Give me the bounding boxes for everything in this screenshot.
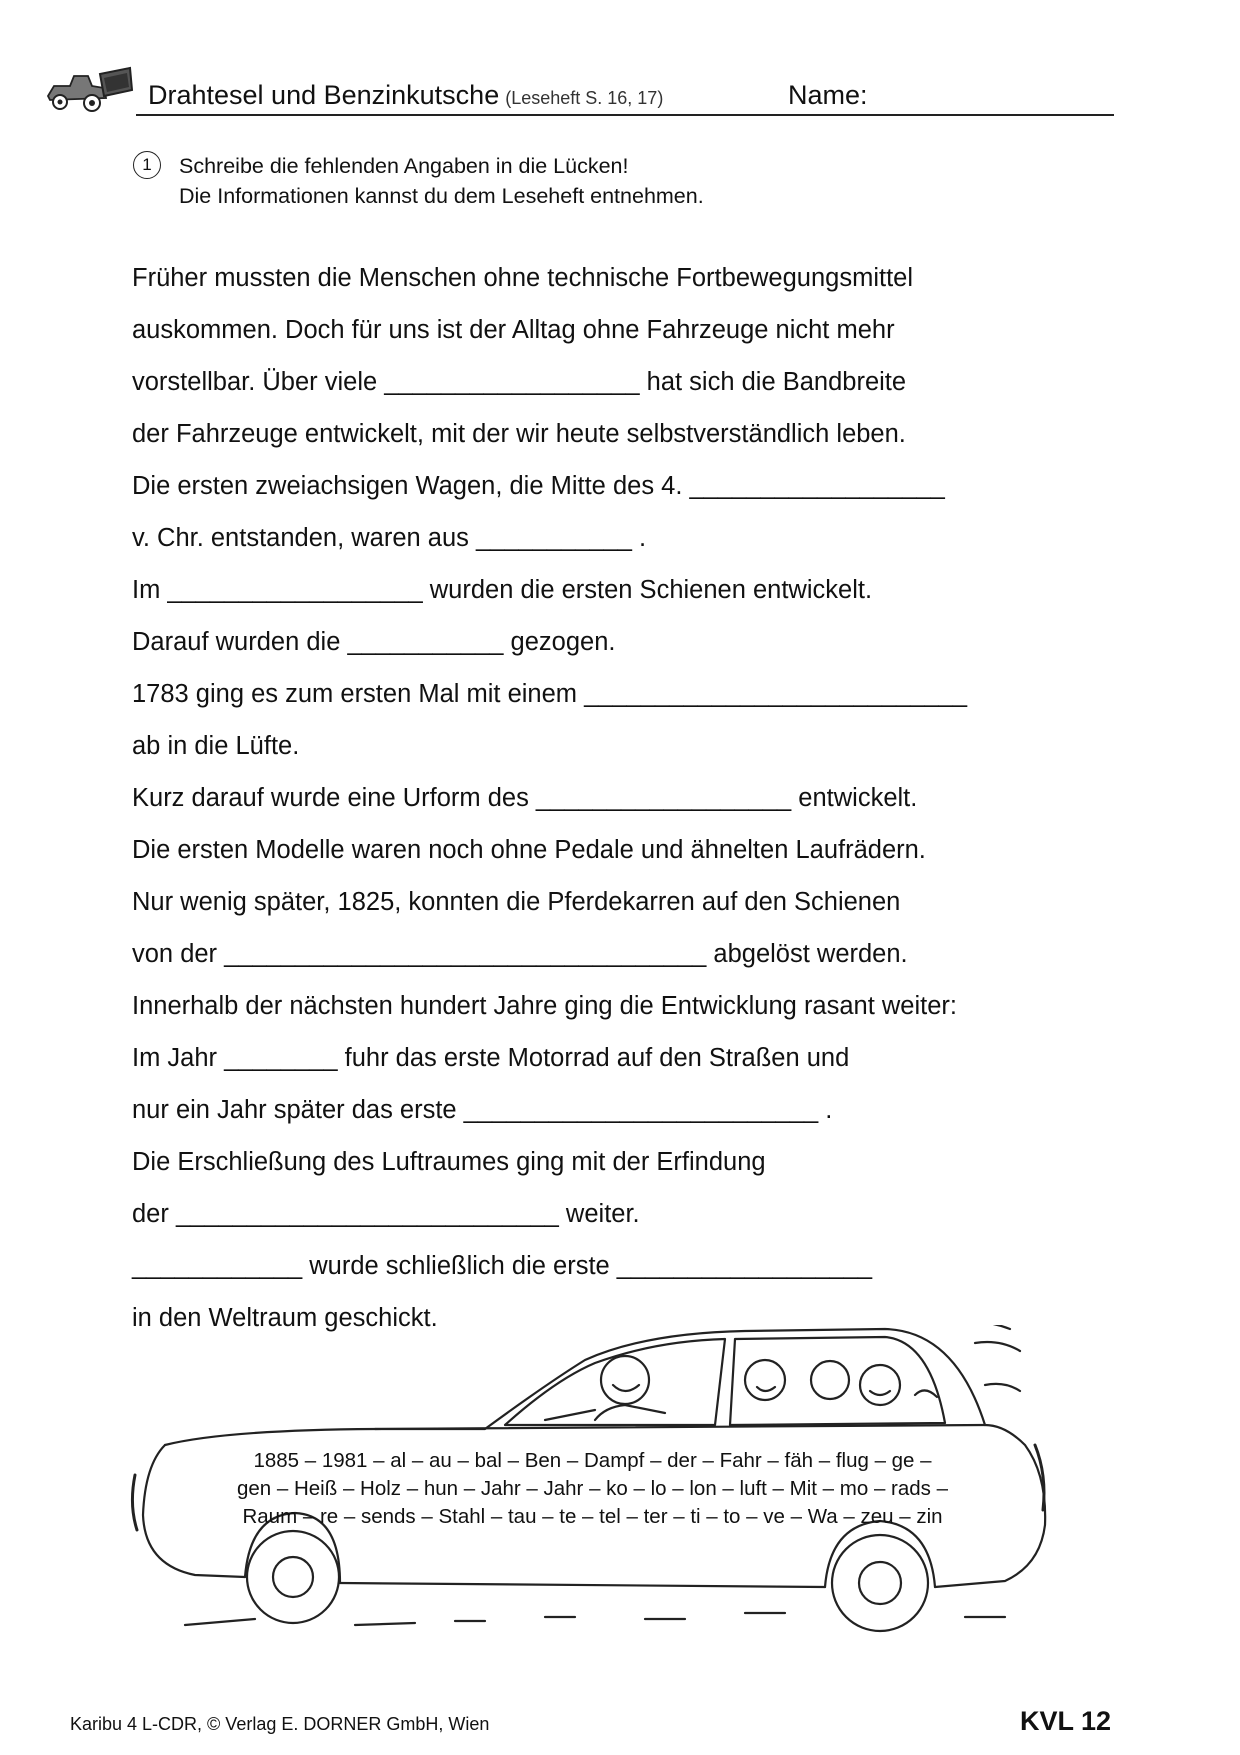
text-line: Innerhalb der nächsten hundert Jahre ging die Entwicklung rasant weiter: [132, 992, 958, 1020]
text-line: ab in die Lüfte. [132, 732, 300, 760]
word-bank-line: 1885 – 1981 – al – au – bal – Ben – Dampf – der – Fahr – fäh – flug – ge – [253, 1449, 932, 1472]
text-line: Im Jahr ________ fuhr das erste Motorrad auf den Straßen und [132, 1044, 850, 1072]
text-line: Früher mussten die Menschen ohne technische Fortbewegungsmittel [132, 264, 913, 292]
text-line: von der __________________________________ abgelöst werden. [132, 940, 908, 968]
text-line: der Fahrzeuge entwickelt, mit der wir heute selbstverständlich leben. [132, 420, 906, 448]
text-line: vorstellbar. Über viele __________________ hat sich die Bandbreite [132, 368, 907, 396]
title-text: Drahtesel und Benzinkutsche [148, 80, 500, 110]
title-reference: (Leseheft S. 16, 17) [505, 88, 664, 108]
text-line: in den Weltraum geschickt. [132, 1304, 438, 1332]
text-line: ____________ wurde schließlich die erste __________________ [132, 1252, 873, 1280]
text-line: Darauf wurden die ___________ gezogen. [132, 628, 616, 656]
text-line: v. Chr. entstanden, waren aus ___________ . [132, 524, 647, 552]
word-bank-line: gen – Heiß – Holz – hun – Jahr – Jahr – ko – lo – lon – luft – Mit – mo – rads – [236, 1477, 949, 1500]
text-line: Kurz darauf wurde eine Urform des __________________ entwickelt. [132, 784, 918, 812]
text-line: auskommen. Doch für uns ist der Alltag ohne Fahrzeuge nicht mehr [132, 316, 895, 344]
word-bank-line: Raum – re – sends – Stahl – tau – te – tel – ter – ti – to – ve – Wa – zeu – zin [242, 1505, 943, 1528]
text-line: Nur wenig später, 1825, konnten die Pferdekarren auf den Schienen [132, 888, 901, 916]
worksheet-title [148, 80, 663, 111]
task-line: Schreibe die fehlenden Angaben in die Lücken! [179, 154, 629, 178]
task-text [179, 151, 704, 211]
task-line: Die Informationen kannst du dem Leseheft entnehmen. [179, 184, 704, 208]
footer-copyright: Karibu 4 L-CDR, © Verlag E. DORNER GmbH, Wien [70, 1714, 490, 1734]
worksheet-header [136, 78, 1114, 116]
text-line: der ___________________________ weiter. [132, 1200, 640, 1228]
word-bank [170, 1447, 1015, 1531]
text-line: Die ersten zweiachsigen Wagen, die Mitte des 4. __________________ [132, 472, 945, 500]
task-number-badge: 1 [133, 151, 161, 179]
text-line: Die ersten Modelle waren noch ohne Pedale und ähnelten Laufrädern. [132, 836, 926, 864]
text-line: Im __________________ wurden die ersten Schienen entwickelt. [132, 576, 873, 604]
name-label: Name: [788, 80, 868, 110]
text-line: nur ein Jahr später das erste _________________________ . [132, 1096, 833, 1124]
text-line: 1783 ging es zum ersten Mal mit einem ___________________________ [132, 680, 968, 708]
cloze-text [132, 258, 1122, 1350]
text-line: Die Erschließung des Luftraumes ging mit der Erfindung [132, 1148, 766, 1176]
footer-page-code: KVL 12 [1020, 1706, 1112, 1736]
car-and-chalkboard-icon [44, 66, 134, 116]
